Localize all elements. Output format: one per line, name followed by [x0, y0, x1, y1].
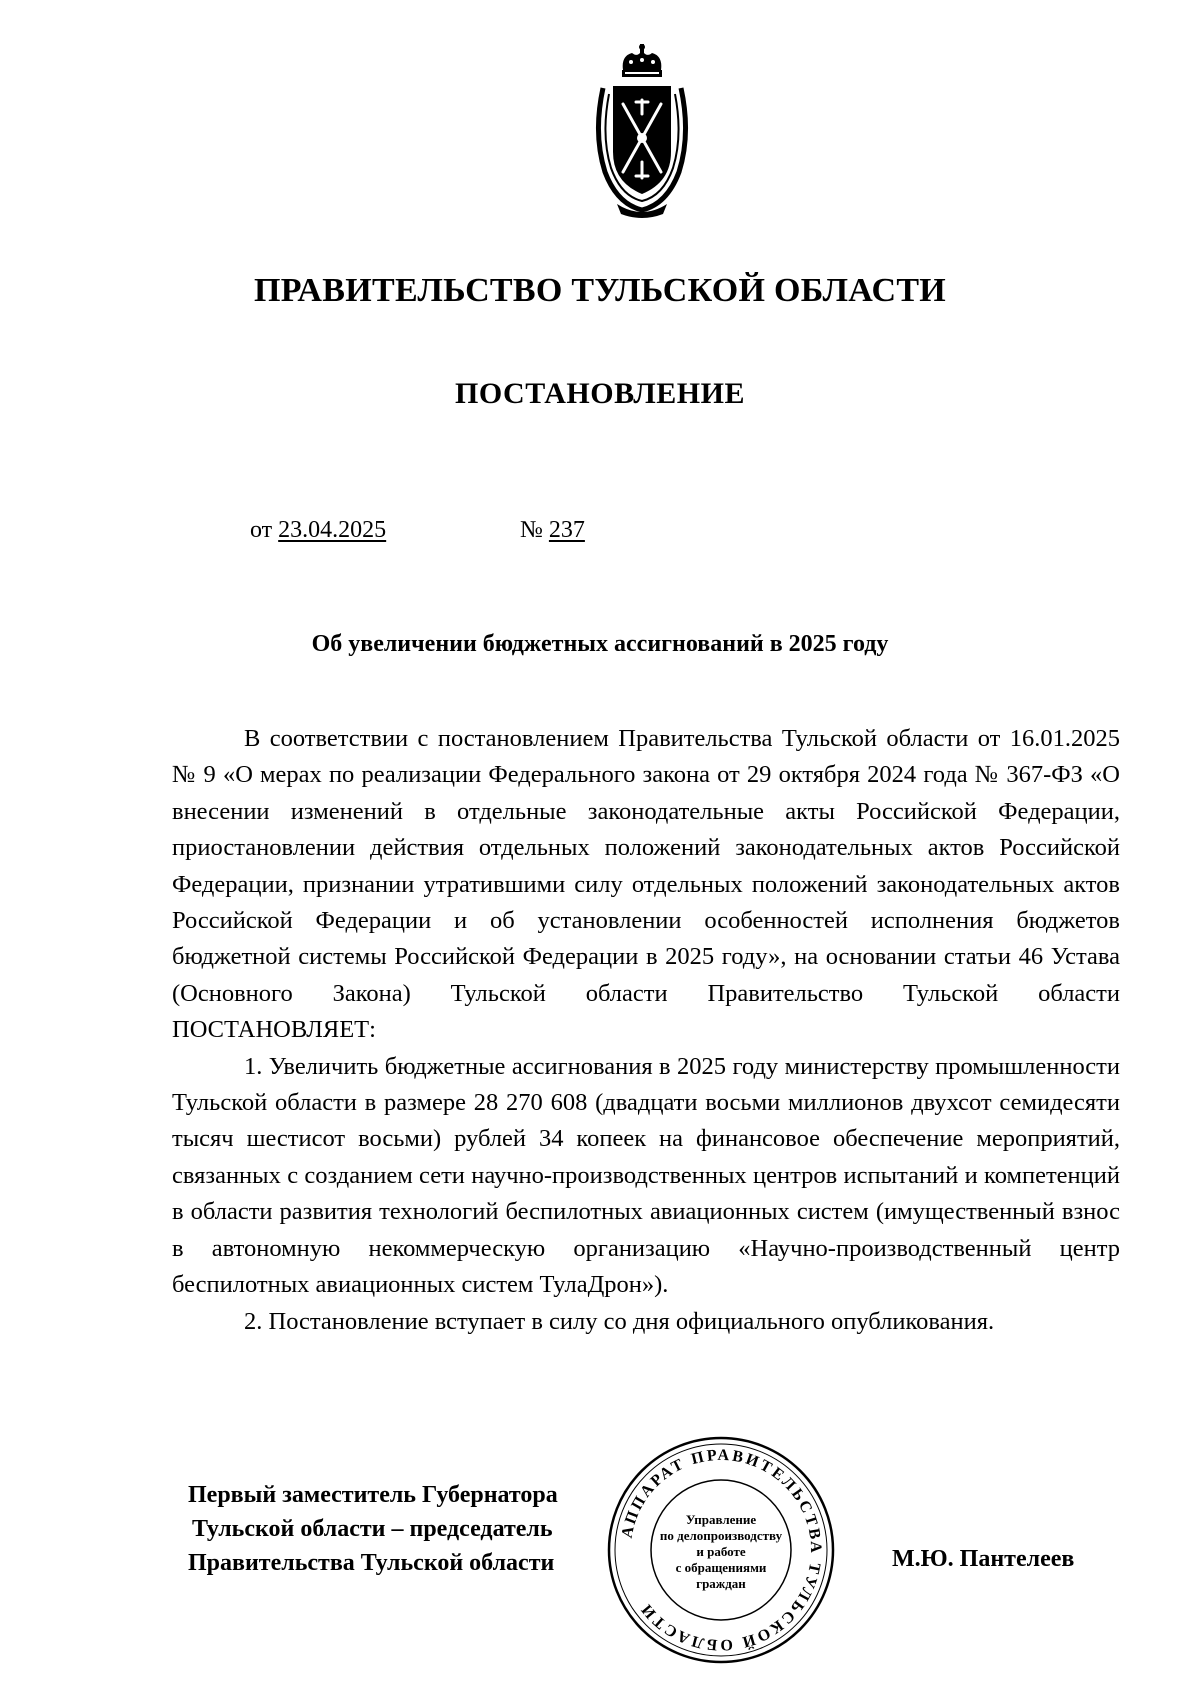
document-subject: Об увеличении бюджетных ассигнований в 2025 году	[311, 631, 889, 657]
official-stamp	[606, 1432, 836, 1668]
body-paragraph-item-2: 2. Постановление вступает в силу со дня официального опубликования.	[244, 1307, 995, 1335]
document-body	[172, 721, 1120, 1340]
document-number	[520, 517, 585, 544]
date-prefix: от	[250, 517, 273, 543]
signer-position-line1: Первый заместитель Губернатора	[188, 1482, 558, 1508]
stamp-line-5: граждан	[696, 1576, 746, 1591]
signer-position-line3: Правительства Тульской области	[188, 1550, 555, 1576]
stamp-ring-text: АППАРАТ ПРАВИТЕЛЬСТВА ТУЛЬСКОЙ ОБЛАСТИ	[618, 1446, 825, 1654]
document-type: ПОСТАНОВЛЕНИЕ	[455, 377, 745, 410]
body-paragraph-preamble: В соответствии с постановлением Правительства Тульской области от 16.01.2025 № 9 «О мерах по реализации Федерального закона от 29 октября 2024 года № 367-ФЗ «О внесении изменений в отдельные законодательные акты Российской Федерации, приостановлении действия отдельных положений законодательных актов Российской Федерации, признании утратившими силу отдельных положений законодательных актов Российской Федерации и об установлении особенностей исполнения бюджетов бюджетной системы Российской Федерации в 2025 году», на основании статьи 46 Устава (Основного Закона) Тульской области Правительство Тульской области ПОСТАНОВЛЯЕТ:	[172, 725, 1120, 1044]
stamp-line-3: и работе	[696, 1544, 746, 1559]
number-value: 237	[548, 517, 585, 543]
coat-of-arms-icon	[583, 44, 701, 219]
document-date	[250, 517, 386, 544]
signer-name: М.Ю. Пантелеев	[892, 1546, 1075, 1572]
organization-title: ПРАВИТЕЛЬСТВО ТУЛЬСКОЙ ОБЛАСТИ	[253, 272, 947, 309]
stamp-line-1: Управление	[685, 1512, 757, 1527]
signer-position	[188, 1478, 628, 1580]
signer-position-line2: Тульской области – председатель	[192, 1516, 553, 1542]
date-value: 23.04.2025	[278, 517, 387, 543]
body-paragraph-item-1: 1. Увеличить бюджетные ассигнования в 2025 году министерству промышленности Тульской области в размере 28 270 608 (двадцати восьми миллионов двухсот семидесяти тысяч шестисот восьми) рублей 34 копеек на финансовое обеспечение мероприятий, связанных с созданием сети научно-производственных центров испытаний и компетенций в области развития технологий беспилотных авиационных систем (имущественный взнос в автономную некоммерческую организацию «Научно-производственный центр беспилотных авиационных систем ТулаДрон»).	[172, 1052, 1120, 1299]
number-prefix: №	[520, 517, 543, 543]
stamp-line-4: с обращениями	[675, 1560, 767, 1575]
stamp-line-2: по делопроизводству	[659, 1528, 783, 1543]
